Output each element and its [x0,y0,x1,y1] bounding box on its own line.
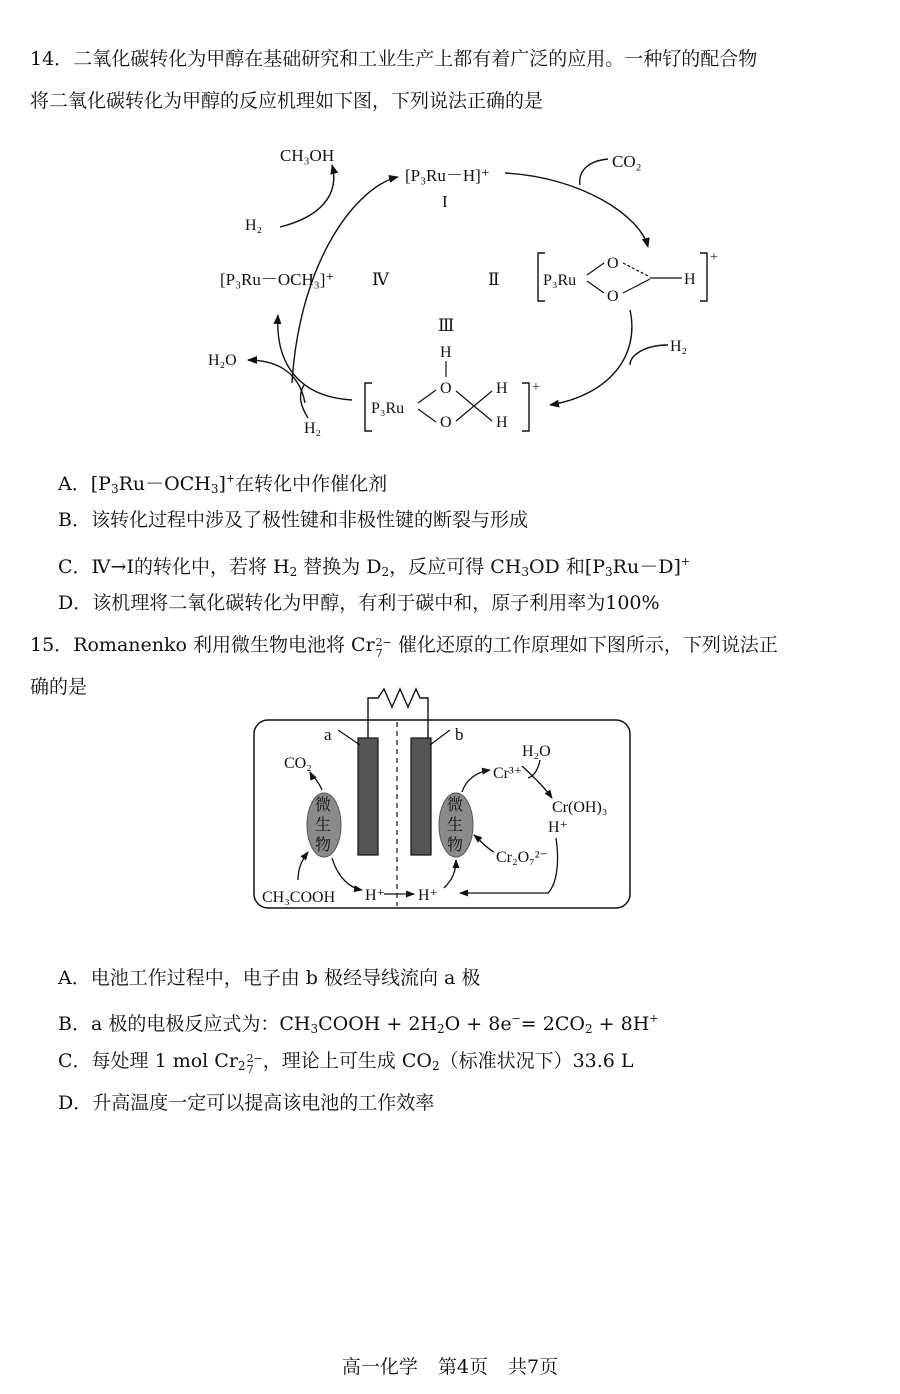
species-ii-o-top: O [607,255,619,272]
sub-2: 2 [584,1022,593,1036]
sub-3: 3 [110,482,119,496]
q14-option-c-text5: Ru－D] [612,556,681,578]
q15-option-b-text2: COOH + 2H [318,1013,438,1035]
q14-option-c-text1: Ⅳ→I的转化中，若将 H [91,556,290,578]
microbe-right-char1: 微 [447,797,464,814]
species-iii-o-bottom: O [440,414,452,431]
h2-label-bottom: H₂ [304,420,322,437]
q14-number: 14． [30,48,74,70]
electrode-a [358,738,378,855]
q14-option-a-letter: A． [58,473,91,495]
q14-stem-text1: 二氧化碳转化为甲醇在基础研究和工业生产上都有着广泛的应用。一种钌的配合物 [73,48,758,70]
species-ii-o-bottom: O [607,288,619,305]
microbe-right-char3: 物 [447,837,464,854]
cr2o7-sub7: 7 [375,647,383,660]
q15-option-a-letter: A． [58,967,91,989]
footer-page: 第4页 [437,1356,488,1378]
arrow-ii-to-iii [550,310,632,405]
ch3oh-label: CH₃OH [280,146,335,165]
species-ii [538,250,718,305]
arrow-cr2o7-to-microbe [474,835,494,852]
q14-stem-line1 [30,46,757,72]
q15-option-d[interactable] [58,1090,434,1116]
q15-number: 15． [30,634,74,656]
arrow-hplus-to-microbe [444,860,456,888]
q14-option-d[interactable] [58,590,660,616]
q15-option-b-text4: = 2CO [520,1013,585,1035]
electrode-a-label: a [324,725,332,744]
sub-3: 3 [521,565,529,579]
sup-plus: + [225,472,236,485]
sub-2: 2 [289,565,298,579]
species-iii-h-right-bottom: H [496,414,508,431]
cr3-label: Cr³⁺ [493,765,523,782]
species-iii-charge: + [532,380,540,395]
q14-option-c-letter: C． [58,556,92,578]
q15-option-a[interactable] [58,965,480,991]
arrow-ch3cooh-to-microbe [298,852,308,880]
q15-option-b-text1: a 极的电极反应式为：CH [90,1013,311,1035]
external-wire-resistor [368,689,428,738]
cr2o7-charge: 2− [375,636,392,649]
q15-option-c-text1: 每处理 1 mol Cr [91,1050,238,1072]
arrow-to-h2o [248,360,305,403]
q15-option-b-text3: O + 8e [444,1013,512,1035]
arrow-i-to-ii [505,173,648,247]
q15-option-d-letter: D． [58,1092,93,1114]
hplus-middle: H⁺ [418,887,438,904]
species-iii [365,344,540,431]
microbe-right-char2: 生 [447,817,464,834]
microbe-left-char1: 微 [315,797,332,814]
cr2o7-sub7: 7 [246,1063,254,1076]
q15-option-c-text2: ，理论上可生成 CO [262,1050,432,1072]
species-ii-charge: + [710,250,718,265]
arrow-h2-in-right [630,345,668,365]
sub-2: 2 [381,565,390,579]
sub-2: 2 [437,1022,445,1036]
q15-option-c-letter: C． [58,1050,92,1072]
species-i: [P₃Ru－H]⁺ [405,166,490,185]
q15-option-a-text: 电池工作过程中，电子由 b 极经导线流向 a 极 [90,967,481,989]
species-iii-h-top: H [440,344,452,361]
h2-label-right: H₂ [670,338,688,355]
ch3cooh-label: CH₃COOH [262,889,336,906]
arrow-iii-to-iv [278,315,352,400]
arrow-co2-in [580,159,608,185]
sup-minus: − [511,1012,521,1025]
co2-label: CO₂ [612,152,642,171]
q14-option-a-text1: [P [90,473,111,495]
q14-option-c-text2: 替换为 D [297,556,382,578]
species-iv: [P₃Ru－OCH₃]⁺ [220,270,335,289]
croh3-label: Cr(OH)₃ [552,799,608,816]
label-iv: Ⅳ [372,270,389,289]
footer-subject: 高一化学 [341,1356,418,1378]
q14-option-d-letter: D． [58,592,93,614]
species-iii-o-top: O [440,380,452,397]
label-i: I [442,192,448,211]
arrow-cr3-to-croh3 [522,766,552,798]
hplus-left: H⁺ [365,887,385,904]
species-iii-p3ru: P₃Ru [371,400,405,417]
arrow-microbe-to-cr3 [462,770,490,792]
q15-stem-line1 [30,632,778,659]
sup-plus: + [680,555,691,568]
q14-option-b[interactable] [58,507,528,533]
h2o-label: H₂O [522,743,551,760]
sub-3: 3 [605,565,613,579]
sub-3: 3 [210,482,219,496]
q14-option-c-text4: OD 和[P [528,556,606,578]
label-iii: Ⅲ [438,316,455,335]
q15-stem-text1a: Romanenko 利用微生物电池将 Cr [73,634,375,656]
species-iii-h-right-top: H [496,380,508,397]
arrow-h2-to-ch3oh [280,165,334,227]
sub-3: 3 [310,1022,319,1036]
q15-stem-text1b: 催化还原的工作原理如下图所示，下列说法正 [391,634,778,656]
cr2o7-sub-sup [376,637,392,659]
sup-plus: + [649,1012,659,1025]
q15-option-d-text: 升高温度一定可以提高该电池的工作效率 [92,1092,435,1114]
q14-option-d-text: 该机理将二氧化碳转化为甲醇，有利于碳中和，原子利用率为100% [92,592,660,614]
q14-option-b-text: 该转化过程中涉及了极性键和非极性键的断裂与形成 [90,509,528,531]
co2-label: CO₂ [284,755,312,772]
q14-option-a-text4: 在转化中作催化剂 [235,473,388,495]
q14-option-b-letter: B． [58,509,91,531]
q15-option-b-letter: B． [58,1013,91,1035]
q15-option-b[interactable] [58,1006,659,1042]
q15-cell-diagram [0,680,900,915]
label-ii: Ⅱ [488,270,500,289]
q15-option-c[interactable] [58,1048,634,1079]
q14-option-c[interactable] [58,549,690,585]
species-ii-p3ru: P₃Ru [543,272,577,289]
cr2o7-sub-sup [247,1053,263,1075]
cr2o7-charge: 2− [246,1052,263,1065]
microbe-left-char2: 生 [315,817,332,834]
sub-2: 2 [431,1059,440,1073]
footer-total: 共7页 [508,1356,559,1378]
q14-mechanism-diagram [0,135,900,445]
q14-stem-line2: 将二氧化碳转化为甲醇的反应机理如下图，下列说法正确的是 [30,90,544,112]
hplus-right: H⁺ [548,819,568,836]
sub-2: 2 [237,1059,246,1073]
arrow-h2o-in [528,760,540,778]
cr2o7-label: Cr₂O₇²⁻ [496,849,548,866]
page-footer [0,1352,900,1379]
electrode-b [411,738,431,855]
h2o-label: H₂O [208,352,237,369]
microbe-left-char3: 物 [315,837,332,854]
q14-option-a-text2: Ru－OCH [118,473,211,495]
species-ii-h: H [684,271,696,288]
q14-option-a-text3: ] [218,473,226,495]
q14-option-a[interactable] [58,466,387,502]
q15-option-c-text3: （标准状况下）33.6 L [439,1050,634,1072]
q14-option-c-text3: ，反应可得 CH [389,556,522,578]
q15-option-b-text5: + 8H [592,1013,650,1035]
electrode-b-label: b [455,725,464,744]
h2-label-top: H₂ [245,217,263,234]
q15-stem-line2: 确的是 [30,676,88,698]
arrow-microbe-to-hplus [332,858,362,890]
arrow-to-co2 [310,772,322,790]
